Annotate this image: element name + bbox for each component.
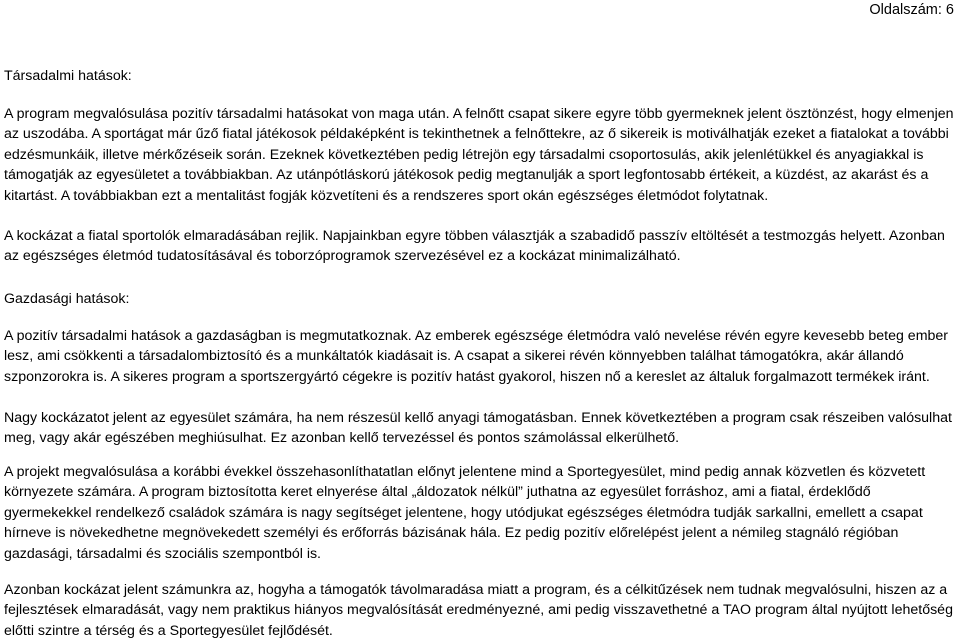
social-impacts-paragraph-1: A program megvalósulása pozitív társadalmi hatásokat von maga után. A felnőtt csapat sikere egyre több gyermeknek jelent ösztönzést, hogy elmenjen az uszodába. A sportágat már űző fiatal játékosok példaképként is tekinthetnek a felnőttekre, az ő sikereik is motiválhatják ezeket a fiatalokat a további edzésmunkáik, illetve mérkőzéseik során. Ezeknek következtében pedig létrejön egy társadalmi csoportosulás, akik jelenlétükkel és anyagiakkal is támogatják az egyesületet a továbbiakban. Az utánpótláskorú játékosok pedig megtanulják a sport legfontosabb értékeit, a küzdést, az akarást és a kitartást. A továbbiakban ezt a mentalitást fogják közvetíteni és a rendszeres sport okán egészséges életmódot folytatnak. — [4, 106, 954, 204]
social-impacts-paragraph-2: A kockázat a fiatal sportolók elmaradásában rejlik. Napjainkban egyre többen választják a szabadidő passzív eltöltését a testmozgás helyett. Azonban az egészséges életmód tudatosításával és toborzóprogramok szervezésével ez a kockázat minimalizálható. — [4, 228, 945, 265]
page-number: Oldalszám: 6 — [869, 2, 954, 18]
social-impacts-heading: Társadalmi hatások: — [4, 68, 132, 84]
economic-impacts-paragraph-2: Nagy kockázatot jelent az egyesület számára, ha nem részesül kellő anyagi támogatásban. Ennek következtében a program csak részeiben valósulhat meg, vagy akár egészében meghiúsulhat. Ez azonban kellő tervezéssel és pontos számolással elkerülhető. — [4, 410, 952, 447]
economic-impacts-paragraph-4: Azonban kockázat jelent számunkra az, hogyha a támogatók távolmaradása miatt a program, és a célkitűzések nem tudnak megvalósulni, hiszen az a fejlesztések elmaradását, vagy nem praktikus hiányos megvalósítását eredményezné, ami pedig visszavethetné a TAO program által nyújtott lehetőség előtti szintre a térség és a Sportegyesület fejlődését. — [4, 582, 953, 639]
economic-impacts-heading: Gazdasági hatások: — [4, 291, 130, 307]
economic-impacts-paragraph-1: A pozitív társadalmi hatások a gazdaságban is megmutatkoznak. Az emberek egészsége életmódra való nevelése révén egyre kevesebb beteg ember lesz, ami csökkenti a társadalombiztosító és a munkáltatók kiadásait is. A csapat a sikerei révén könnyebben találhat támogatókra, akár állandó szponzorokra is. A sikeres program a sportszergyártó cégekre is pozitív hatást gyakorol, hiszen nő a kereslet az általuk forgalmazott termékek iránt. — [4, 328, 949, 385]
economic-impacts-paragraph-3: A projekt megvalósulása a korábbi évekkel összehasonlíthatatlan előnyt jelentene mind a Sportegyesület, mind pedig annak közvetlen és közvetett környezete számára. A program biztosította keret elnyerése által „áldozatok nélkül” juthatna az egyesület forráshoz, ami a fiatal, érdeklődő gyermekekkel rendelkező családok számára is nagy segítséget jelentene, hogy utódjukat egészséges életmódra tudják sarkallni, emellett a csapat hírneve is növekedhetne megnövekedett személyi és erőforrás bázisának hála. Ez pedig pozitív előrelépést jelent a némileg stagnáló régióban gazdasági, társadalmi és szociális szempontból is. — [4, 464, 926, 562]
